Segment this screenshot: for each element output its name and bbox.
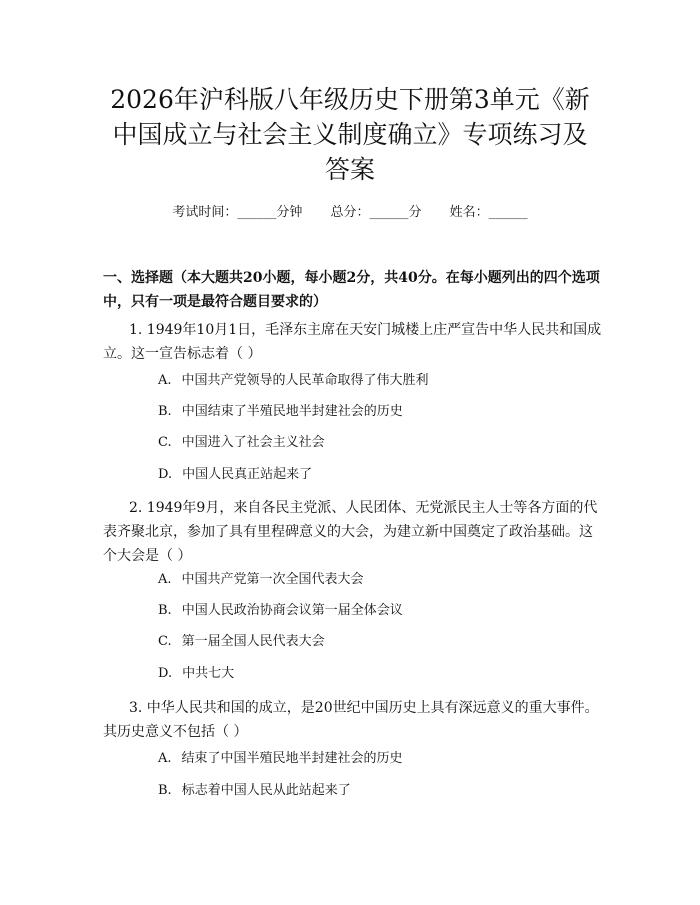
question-2-option-d: D. 中共七大 [158,666,235,681]
exam-info [0,203,700,223]
question-2-option-c: C. 第一届全国人民代表大会 [158,634,325,649]
question-2-option-a: A. 中国共产党第一次全国代表大会 [158,572,364,587]
question-3-option-a: A. 结束了中国半殖民地半封建社会的历史 [158,751,403,766]
exam-time: 考试时间：______分钟 [172,205,303,220]
question-3-option-b: B. 标志着中国人民从此站起来了 [158,783,351,798]
question-3: 3. 中华人民共和国的成立，是20世纪中国历史上具有深远意义的重大事件。其历史意义不包括（ ） [103,700,599,740]
question-1-option-d: D. 中国人民真正站起来了 [158,467,313,482]
title-line-3: 答案 [324,155,375,184]
section-heading: 一、选择题（本大题共20小题，每小题2分，共40分。在每小题列出的四个选项中，只有一项是最符合题目要求的） [103,270,600,310]
question-1: 1. 1949年10月1日，毛泽东主席在天安门城楼上庄严宣告中华人民共和国成立。这一宣告标志着（ ） [103,322,602,362]
question-2: 2. 1949年9月，来自各民主党派、人民团体、无党派民主人士等各方面的代表齐聚北京，参加了具有里程碑意义的大会，为建立新中国奠定了政治基础。这个大会是（ ） [103,500,598,564]
title-line-1: 2026年沪科版八年级历史下册第3单元《新 [110,85,590,114]
exam-score: 总分：______分 [330,205,422,220]
question-1-option-b: B. 中国结束了半殖民地半封建社会的历史 [158,404,403,419]
student-name: 姓名：______ [449,205,528,220]
question-1-option-c: C. 中国进入了社会主义社会 [158,435,325,450]
question-2-option-b: B. 中国人民政治协商会议第一届全体会议 [158,603,403,618]
question-1-option-a: A. 中国共产党领导的人民革命取得了伟大胜利 [158,373,429,388]
document-title [90,82,610,187]
title-line-2: 中国成立与社会主义制度确立》专项练习及 [112,120,588,149]
